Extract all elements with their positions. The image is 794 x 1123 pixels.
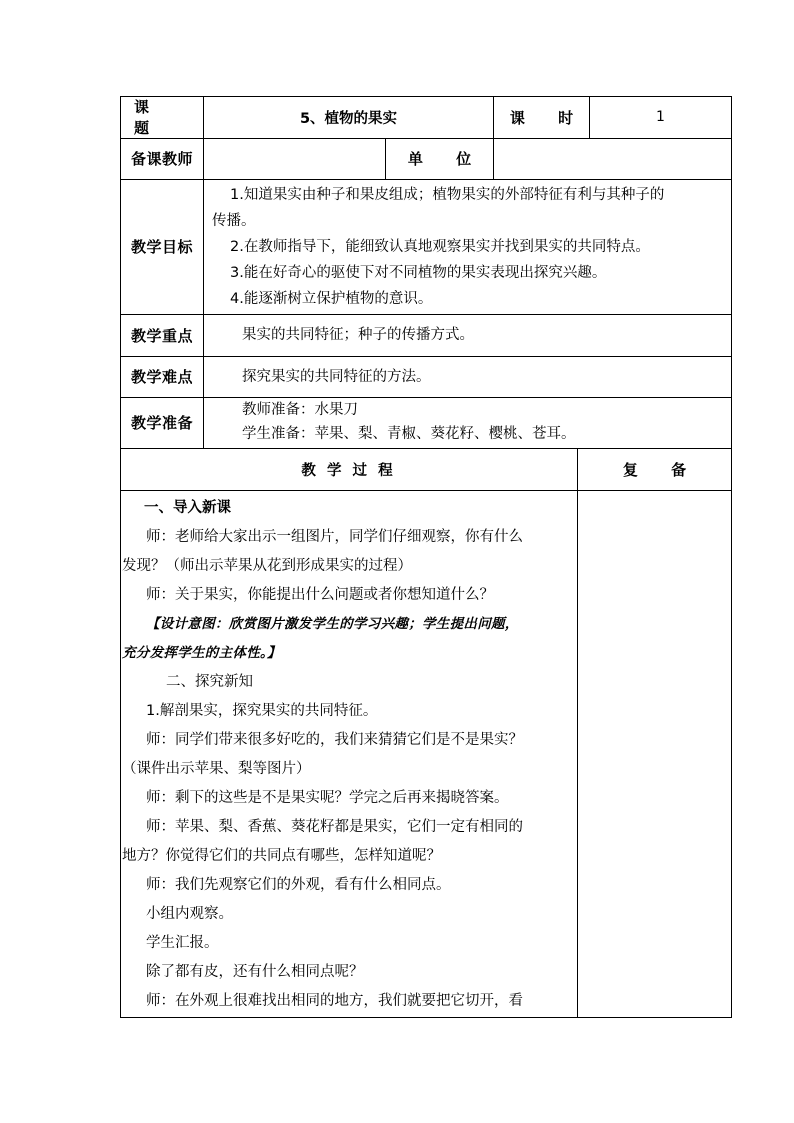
- topic-label: 课 题: [134, 98, 164, 137]
- period-label: 课 时: [509, 108, 588, 127]
- period-value: 1: [656, 109, 665, 125]
- preparation-text: [204, 398, 731, 448]
- process-line: 一、导入新课: [144, 500, 231, 516]
- topic-value: 5、植物的果实: [299, 110, 398, 127]
- difficulty-label: 教学难点: [130, 368, 193, 386]
- objective-line: 2.在教师指导下，能细致认真地观察果实并找到果实的共同特点。: [230, 239, 650, 255]
- difficulty-text: 探究果实的共同特征的方法。: [242, 368, 431, 385]
- grid-line: [120, 1017, 732, 1018]
- focus-label: 教学重点: [130, 326, 193, 345]
- process-line: （课件出示苹果、梨等图片）: [122, 761, 311, 777]
- design-note-line: 充分发挥学生的主体性。】: [122, 645, 281, 661]
- process-line: 师：苹果、梨、香蕉、葵花籽都是果实，它们一定有相同的: [146, 819, 523, 835]
- lesson-plan-table: [120, 96, 732, 1018]
- unit-value: [494, 138, 731, 179]
- preparation-label: 教学准备: [130, 414, 193, 432]
- process-line: 师：同学们带来很多好吃的，我们来猜猜它们是不是果实？: [146, 732, 523, 748]
- process-line: 师：关于果实，你能提出什么问题或者你想知道什么？: [146, 587, 494, 603]
- preparation-teacher: 教师准备：水果刀: [242, 402, 358, 418]
- process-line: 地方？你觉得它们的共同点有哪些，怎样知道呢？: [122, 848, 441, 864]
- teacher-label: 备课教师: [130, 150, 193, 168]
- design-note-line: 【设计意图：欣赏图片激发学生的学习兴趣；学生提出问题，: [146, 616, 519, 632]
- process-line: 除了都有皮，还有什么相同点呢？: [146, 964, 364, 980]
- process-line: 师：老师给大家出示一组图片，同学们仔细观察，你有什么: [146, 529, 523, 545]
- objective-line: 3.能在好奇心的驱使下对不同植物的果实表现出探究兴趣。: [230, 265, 607, 281]
- objective-line: 4.能逐渐树立保护植物的意识。: [230, 291, 433, 307]
- grid-line: [731, 96, 732, 1018]
- review-column[interactable]: [578, 491, 731, 1017]
- process-body: [122, 494, 576, 1016]
- preparation-student: 学生准备：苹果、梨、青椒、葵花籽、樱桃、苍耳。: [242, 426, 576, 442]
- process-line: 学生汇报。: [146, 935, 219, 951]
- process-line: 师：在外观上很难找出相同的地方，我们就要把它切开，看: [146, 993, 523, 1009]
- process-line: 师：我们先观察它们的外观，看有什么相同点。: [146, 877, 451, 893]
- process-line: 1.解剖果实，探究果实的共同特征。: [146, 703, 378, 719]
- teacher-value: [204, 138, 385, 179]
- objective-line: 1.知道果实由种子和果皮组成；植物果实的外部特征有利与其种子的: [230, 187, 665, 203]
- objectives-label: 教学目标: [130, 238, 193, 256]
- process-line: 师：剩下的这些是不是果实呢？学完之后再来揭晓答案。: [146, 790, 509, 806]
- process-line: 小组内观察。: [146, 906, 233, 922]
- review-label: 复 备: [622, 460, 701, 479]
- objective-line: 传播。: [212, 213, 256, 229]
- process-line: 发现？（师出示苹果从花到形成果实的过程）: [122, 558, 412, 574]
- objectives-text: [204, 182, 731, 312]
- focus-text: 果实的共同特征；种子的传播方式。: [242, 327, 474, 343]
- process-label: 教 学 过 程: [301, 462, 396, 479]
- grid-line: [120, 179, 732, 180]
- unit-label: 单 位: [407, 150, 486, 168]
- process-line: 二、探究新知: [166, 674, 253, 690]
